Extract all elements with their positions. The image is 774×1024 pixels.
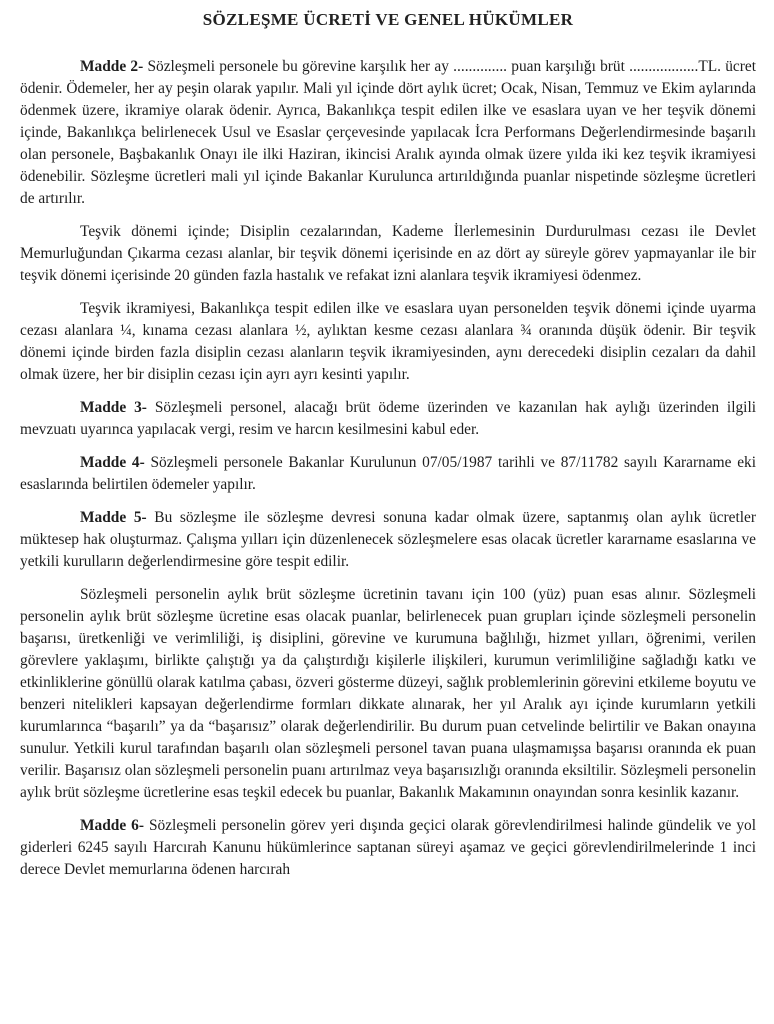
paragraph-madde-5	[20, 507, 756, 573]
paragraph-madde-3	[20, 397, 756, 441]
paragraph-text: Sözleşmeli personele bu görevine karşılık her ay .............. puan karşılığı brüt ..................TL. ücret ödenir. Ödemeler, her ay peşin olarak yapılır. Mali yıl içinde dört aylık ücret; Ocak, Nisan, Temmuz ve Ekim aylarında ödenmek üzere, ikramiye olarak ödenir. Ayrıca, Bakanlıkça tespit edilen ilke ve esaslara uyan ve her teşvik dönemi içinde, Bakanlıkça belirlenecek Usul ve Esaslar çerçevesinde yapılacak İcra Performans Değerlendirmesinde başarılı olan personele, Başbakanlık Onayı ile ilki Haziran, ikincisi Aralık ayında olmak üzere yılda iki kez teşvik ikramiyesi ödenebilir. Sözleşme ücretleri mali yıl içinde Bakanlar Kurulunca artırıldığında puanlar nispetinde sözleşme ücretleri de artırılır.	[20, 58, 756, 207]
article-number: Madde 4-	[80, 454, 145, 471]
paragraph-madde-4	[20, 452, 756, 496]
paragraph-text: Sözleşmeli personele Bakanlar Kurulunun 07/05/1987 tarihli ve 87/11782 sayılı Kararname eki esaslarında belirtilen ödemeler yapılır.	[20, 454, 756, 493]
document-title: SÖZLEŞME ÜCRETİ VE GENEL HÜKÜMLER	[202, 10, 574, 29]
article-number: Madde 3-	[80, 399, 147, 416]
paragraph-madde-2	[20, 56, 756, 210]
paragraph-tesvik-ikramiyesi	[20, 298, 756, 386]
paragraph-text: Bu sözleşme ile sözleşme devresi sonuna kadar olmak üzere, saptanmış olan aylık ücretler müktesep hak oluşturmaz. Çalışma yılları için düzenlenecek sözleşmelere esas olacak ücretler kararname esaslarına ve yetkili kurulların değerlendirmesine göre tespit edilir.	[20, 509, 756, 570]
article-number: Madde 2-	[80, 58, 144, 75]
paragraph-text: Sözleşmeli personel, alacağı brüt ödeme üzerinden ve kazanılan hak aylığı üzerinden ilgili mevzuatı uyarınca yapılacak vergi, resim ve harcın kesilmesini kabul eder.	[20, 399, 756, 438]
paragraph-text: Sözleşmeli personelin görev yeri dışında geçici olarak görevlendirilmesi halinde gündelik ve yol giderleri 6245 sayılı Harcırah Kanunu hükümlerince saptanan süreyi aşamaz ve geçici görevlendirilmelerinde 1 inci derece Devlet memurlarına ödenen harcırah	[20, 817, 756, 878]
paragraph-text: Teşvik dönemi içinde; Disiplin cezalarından, Kademe İlerlemesinin Durdurulması cezası ile Devlet Memurluğundan Çıkarma cezası alanlar, bir teşvik dönemi içerisinde en az dört ay süreyle görev yapmayanlar ile bir teşvik dönemi içerisinde 20 günden fazla hastalık ve refakat izni alanlara teşvik ikramiyesi ödenmez.	[20, 223, 756, 284]
paragraph-text: Sözleşmeli personelin aylık brüt sözleşme ücretinin tavanı için 100 (yüz) puan esas alınır. Sözleşmeli personelin aylık brüt sözleşme ücretine esas olacak puanlar, belirlenecek puan grupları içinde sözleşmeli personelin başarısı, üretkenliği ve verimliliği, iş disiplini, görevine ve kurumuna bağlılığı, hizmet yılları, öğrenimi, verilen görevlere yaklaşımı, birlikte çalıştığı ya da çalıştırdığı kişilerle ilişkileri, kurumun verimliliğine sağladığı katkı ve etkinliklerine gönüllü olarak katılma çabası, özveri gösterme düzeyi, sağlık problemlerinin görevini etkileme boyutu ve benzeri nitelikleri kapsayan değerlendirme formları dikkate alınarak, her yıl Aralık ayı içinde kurumların yetkili kurumlarınca “başarılı” ya da “başarısız” olarak değerlendirilir. Bu durum puan cetvelinde belirtilir ve Bakan onayına sunulur. Yetkili kurul tarafından başarılı olan sözleşmeli personel tavan puana ulaşmamışsa başarısı oranında ek puan verilir. Başarısız olan sözleşmeli personelin puanı artırılmaz veya başarısızlığı oranında eksiltilir. Sözleşmeli personelin aylık brüt sözleşme ücretlerine esas teşkil edecek bu puanlar, Bakanlık Makamının onayından sonra kesinlik kazanır.	[20, 586, 756, 801]
article-number: Madde 6-	[80, 817, 144, 834]
paragraph-tesvik-donemi	[20, 221, 756, 287]
article-number: Madde 5-	[80, 509, 147, 526]
paragraph-puan-esaslari	[20, 584, 756, 804]
paragraph-text: Teşvik ikramiyesi, Bakanlıkça tespit edilen ilke ve esaslara uyan personelden teşvik dönemi içinde uyarma cezası alanlara ¼, kınama cezası alanlara ½, aylıktan kesme cezası alanlara ¾ oranında düşük ödenir. Bir teşvik dönemi içinde birden fazla disiplin cezası alanların teşvik ikramiyesinden, aynı derecedeki disiplin cezaları da dahil olmak üzere, her bir disiplin cezası için ayrı ayrı kesinti yapılır.	[20, 300, 756, 383]
paragraph-madde-6	[20, 815, 756, 881]
